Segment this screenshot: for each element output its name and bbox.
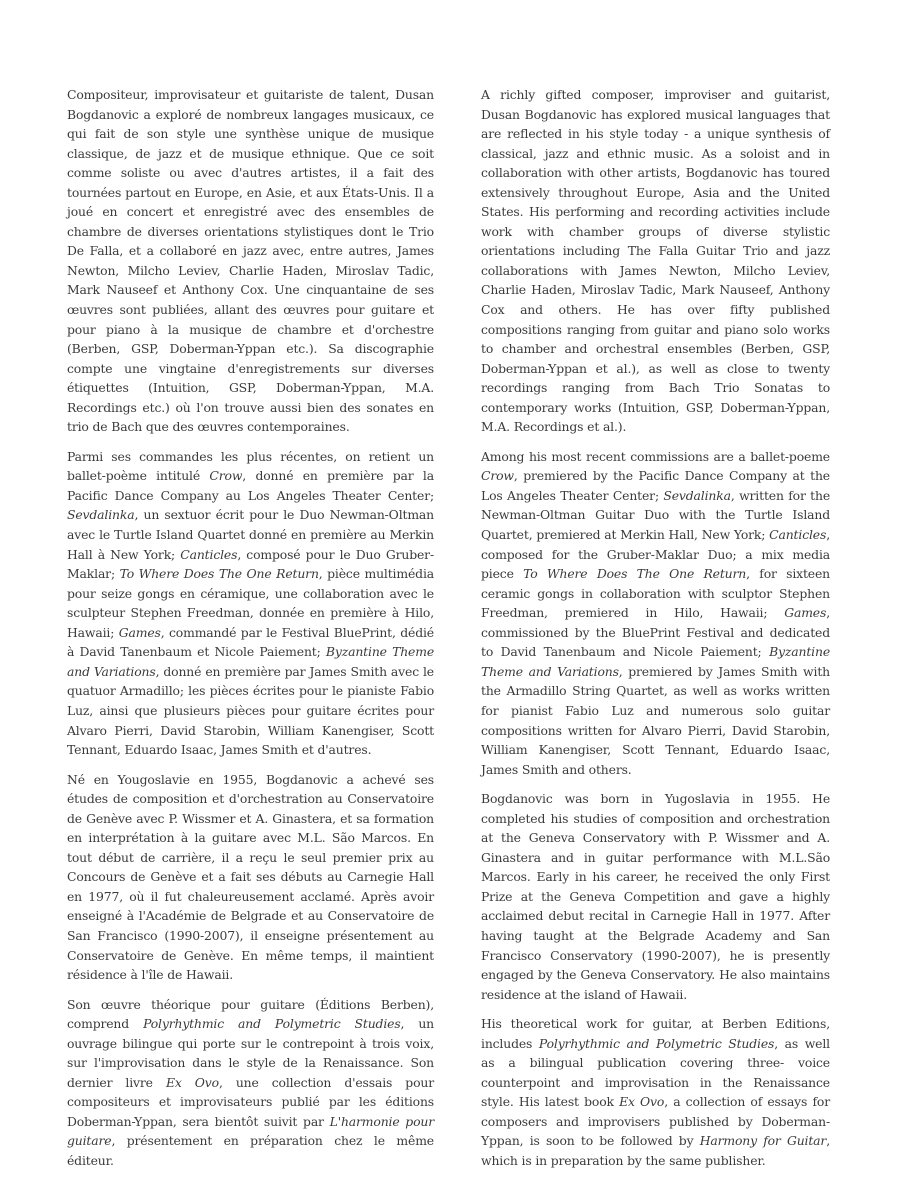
text-run: , une collection d'essais pour compositeurs et improvisateurs publié par les éditions Doberman-Yppan, sera bientôt suivit par (67, 1074, 434, 1129)
text-run: Parmi ses commandes les plus récentes, on retient un ballet-poème intitulé (67, 448, 434, 484)
french-column (67, 85, 434, 1171)
text-run: , présentement en préparation chez le même éditeur. (67, 1133, 434, 1168)
text-run: , premiered by the Pacific Dance Company at the Los Angeles Theater Center; (481, 468, 830, 503)
italic-title: Byzantine Theme and Variations (481, 644, 830, 679)
italic-title: Games (784, 605, 827, 621)
italic-title: Games (118, 624, 161, 640)
italic-title: Canticles (180, 546, 238, 562)
italic-title: Polyrhythmic and Polymetric Studies (143, 1016, 401, 1032)
text-run: Among his most recent commissions are a ballet-poeme (481, 448, 830, 464)
italic-title: Harmony for Guitar (699, 1133, 827, 1149)
text-run: , un sextuor écrit pour le Duo Newman-Oltman avec le Turtle Island Quartet donné en première au Merkin Hall à New York; (67, 507, 434, 562)
english-paragraph-bio (481, 85, 830, 437)
french-paragraph-commissions (67, 447, 434, 760)
text-run: Compositeur, improvisateur et guitariste de talent, Dusan Bogdanovic a exploré de nombreux langages musicaux, ce qui fait de son style une synthèse unique de musique classique, de jazz et de musique ethnique. Que ce soit comme soliste ou avec d'autres artistes, il a fait des tournées partout en Europe, en Asie, et aux États-Unis. Il a joué en concert et enregistré avec des ensembles de chambre de diverses orientations stylistiques dont le Trio De Falla, et a collaboré en jazz avec, entre autres, James Newton, Milcho Leviev, Charlie Haden, Miroslav Tadic, Mark Nauseef et Anthony Cox. Une cinquantaine de ses œuvres sont publiées, allant des œuvres pour guitare et pour piano à la musique de chambre et d'orchestre (Berben, GSP, Doberman-Yppan etc.). Sa discographie compte une vingtaine d'enregistrements sur diverses étiquettes (Intuition, GSP, Doberman-Yppan, M.A. Recordings etc.) où l'on trouve aussi bien des sonates en trio de Bach que des œuvres contemporaines. (67, 87, 434, 435)
text-run: , un ouvrage bilingue qui porte sur le contrepoint à trois voix, sur l'improvisation dans le style de la Renaissance. Son dernier livre (67, 1016, 434, 1090)
english-paragraph-education (481, 789, 830, 1004)
text-run: , composé pour le Duo Gruber-Maklar; (67, 546, 434, 582)
text-run: , as well as a bilingual publication covering three- voice counterpoint and improvisation in the Renaissance style. His latest book (481, 1035, 830, 1110)
text-run: , composed for the Gruber-Maklar Duo; a mix media piece (481, 527, 830, 582)
italic-title: Byzantine Theme and Variations (67, 644, 435, 679)
text-run: , donné en première par la Pacific Dance Company au Los Angeles Theater Center; (67, 468, 434, 503)
text-run: Son œuvre théorique pour guitare (Éditions Berben), comprend (67, 996, 434, 1032)
text-run: , which is in preparation by the same publisher. (481, 1133, 830, 1168)
english-column (481, 85, 830, 1171)
italic-title: L'harmonie pour guitare (67, 1113, 434, 1149)
italic-title: Canticles (769, 527, 827, 543)
text-run: , commandé par le Festival BluePrint, dédié à David Tanenbaum et Nicole Paiement; (67, 624, 434, 660)
text-run: , pièce multimédia pour seize gongs en céramique, une collaboration avec le sculpteur Stephen Freedman, donnée en première à Hilo, Hawaii; (67, 566, 434, 640)
french-paragraph-bio (67, 85, 434, 437)
french-paragraph-theoretical-work (67, 995, 434, 1171)
text-run: , commissioned by the BluePrint Festival and dedicated to David Tanenbaum and Nicole Paiement; (481, 605, 830, 660)
italic-title: Polyrhythmic and Polymetric Studies (538, 1035, 775, 1051)
italic-title: Crow (481, 468, 514, 484)
italic-title: Sevdalinka (67, 507, 135, 523)
text-run: His theoretical work for guitar, at Berben Editions, includes (481, 1016, 830, 1051)
italic-title: Crow (209, 468, 243, 484)
text-run: , donné en première par James Smith avec le quatuor Armadillo; les pièces écrites pour le pianiste Fabio Luz, ainsi que plusieurs pièces pour guitare écrites pour Alvaro Pierri, David Starobin, William Kanengiser, Scott Tennant, Eduardo Isaac, James Smith et d'autres. (67, 663, 434, 758)
text-run: , written for the Newman-Oltman Guitar Duo with the Turtle Island Quartet, premiered at Merkin Hall, New York; (481, 487, 830, 543)
text-run: Né en Yougoslavie en 1955, Bogdanovic a achevé ses études de composition et d'orchestration au Conservatoire de Genève avec P. Wissmer et A. Ginastera, et sa formation en interprétation à la guitare avec M.L. São Marcos. En tout début de carrière, il a reçu le seul premier prix au Concours de Genève et a fait ses débuts au Carnegie Hall en 1977, où il fut chaleureusement acclamé. Après avoir enseigné à l'Académie de Belgrade et au Conservatoire de San Francisco (1990-2007), il enseigne présentement au Conservatoire de Genève. En même temps, il maintient résidence à l'île de Hawaii. (67, 771, 434, 983)
italic-title: Sevdalinka (663, 487, 731, 503)
italic-title: Ex Ovo (165, 1074, 219, 1090)
english-paragraph-theoretical-work (481, 1014, 830, 1170)
english-paragraph-commissions (481, 447, 830, 779)
text-run: , a collection of essays for composers and improvisers published by Doberman-Yppan, is soon to be followed by (481, 1094, 830, 1149)
italic-title: Ex Ovo (619, 1094, 665, 1110)
text-run: , premiered by James Smith with the Armadillo String Quartet, as well as works written for pianist Fabio Luz and numerous solo guitar compositions written for Alvaro Pierri, David Starobin, William Kanengiser, Scott Tennant, Eduardo Isaac, James Smith and others. (481, 663, 830, 777)
italic-title: To Where Does The One Return (523, 566, 747, 582)
text-run: , for sixteen ceramic gongs in collaboration with sculptor Stephen Freedman, premiered in Hilo, Hawaii; (481, 566, 831, 621)
french-paragraph-education (67, 770, 434, 985)
text-run: A richly gifted composer, improviser and guitarist, Dusan Bogdanovic has explored musical languages that are reflected in his style today - a unique synthesis of classical, jazz and ethnic music. As a soloist and in collaboration with other artists, Bogdanovic has toured extensively throughout Europe, Asia and the United States. His performing and recording activities include work with chamber groups of diverse stylistic orientations including The Falla Guitar Trio and jazz collaborations with James Newton, Milcho Leviev, Charlie Haden, Miroslav Tadic, Mark Nauseef, Anthony Cox and others. He has over fifty published compositions ranging from guitar and piano solo works to chamber and orchestral ensembles (Berben, GSP, Doberman-Yppan et al.), as well as close to twenty recordings ranging from Bach Trio Sonatas to contemporary works (Intuition, GSP, Doberman-Yppan, M.A. Recordings et al.). (481, 87, 830, 435)
italic-title: To Where Does The One Return (119, 566, 319, 582)
text-run: Bogdanovic was born in Yugoslavia in 1955. He completed his studies of composition and orchestration at the Geneva Conservatory with P. Wissmer and A. Ginastera and in guitar performance with M.L.São Marcos. Early in his career, he received the only First Prize at the Geneva Competition and gave a highly acclaimed debut recital in Carnegie Hall in 1977. After having taught at the Belgrade Academy and San Francisco Conservatory (1990-2007), he is presently engaged by the Geneva Conservatory. He also maintains residence at the island of Hawaii. (481, 791, 830, 1002)
